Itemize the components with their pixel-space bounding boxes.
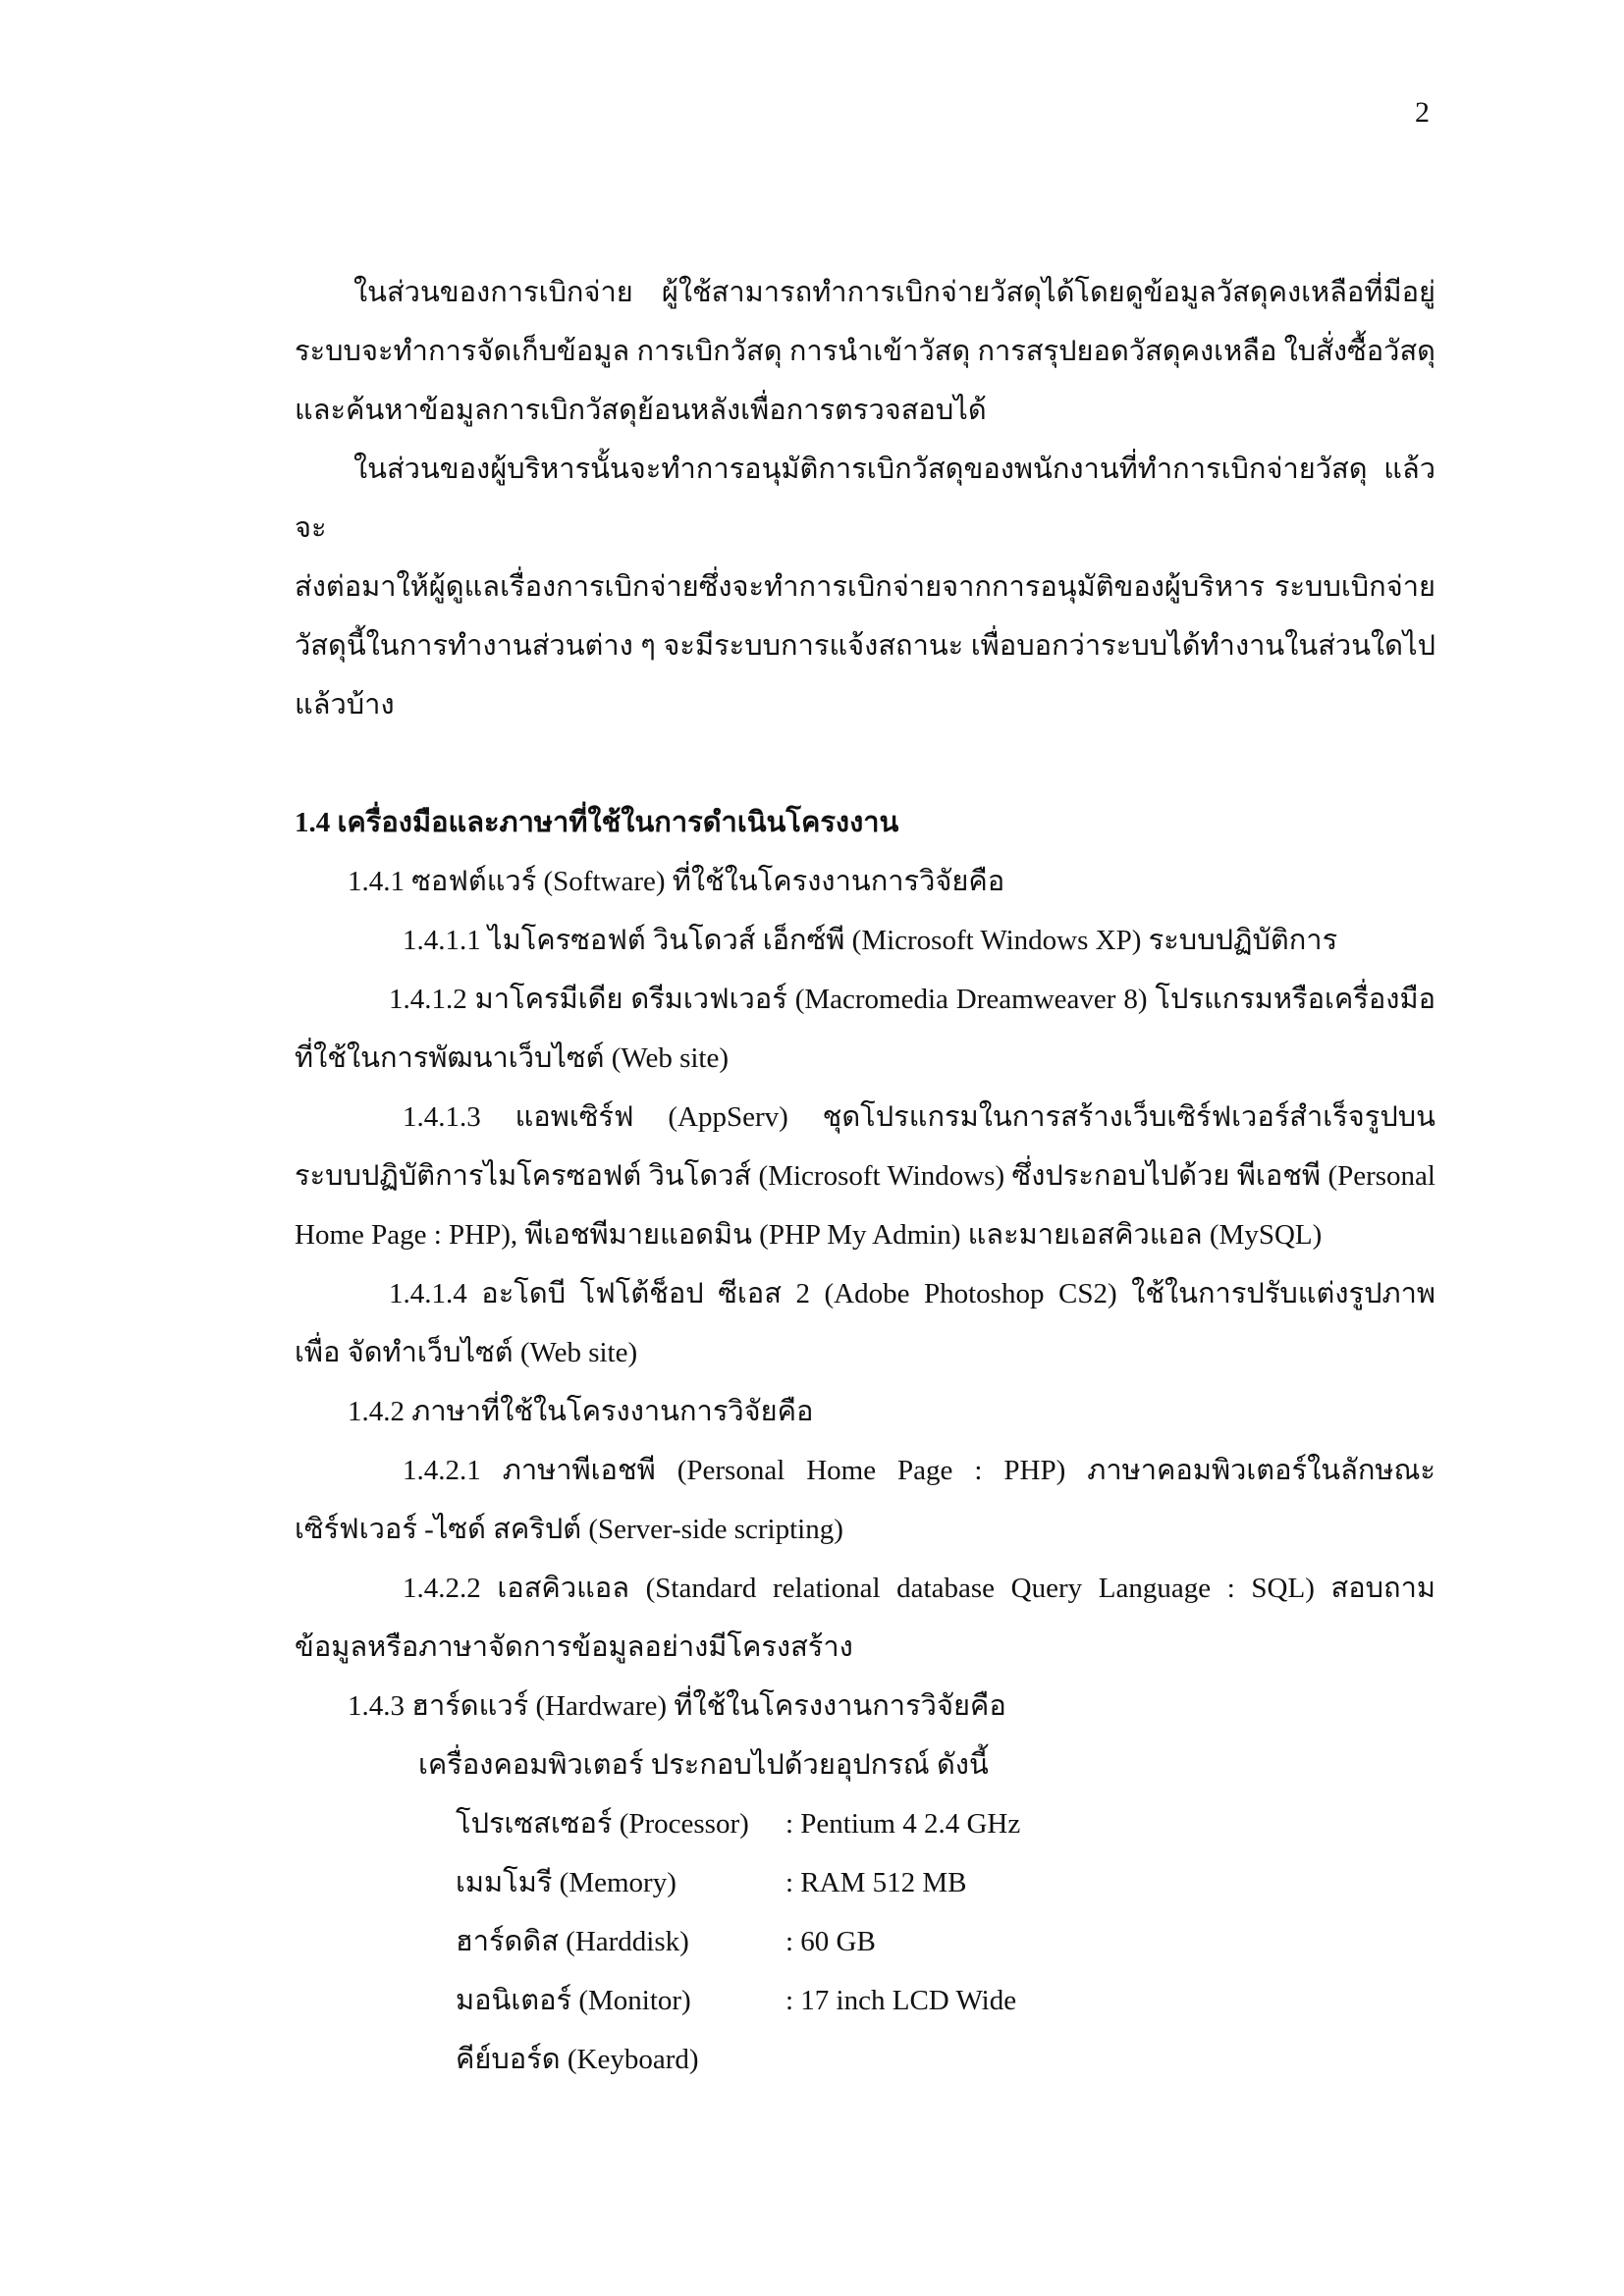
- hardware-spec-label: มอนิเตอร์ (Monitor): [456, 1985, 691, 2016]
- language-item-2-first: 1.4.2.2 เอสคิวแอล (Standard relational database Query Language : SQL) สอบถาม: [403, 1573, 1435, 1604]
- paragraph-1-line-1: ในส่วนของการเบิกจ่าย ผู้ใช้สามารถทำการเบิกจ่ายวัสดุได้โดยดูข้อมูลวัสดุคงเหลือที่มีอยู่: [353, 277, 1435, 308]
- hardware-spec-value: : RAM 512 MB: [785, 1867, 967, 1898]
- paragraph-1-rest: ระบบจะทำการจัดเก็บข้อมูล การเบิกวัสดุ การนำเข้าวัสดุ การสรุปยอดวัสดุคงเหลือ ใบสั่งซื้อวัสดุ และค้นหาข้อมูลการเบิกวัสดุย้อนหลังเพื่อการตรวจสอบได้: [295, 336, 1435, 426]
- hardware-spec-value: : 17 inch LCD Wide: [785, 1985, 1017, 2016]
- hardware-intro: เครื่องคอมพิวเตอร์ ประกอบไปด้วยอุปกรณ์ ดังนี้: [418, 1749, 989, 1781]
- hardware-spec-value: : 60 GB: [785, 1926, 876, 1957]
- software-item-4-rest: เพื่อ จัดทำเว็บไซต์ (Web site): [295, 1337, 638, 1368]
- software-item-3-first: 1.4.1.3 แอพเซิร์ฟ (AppServ) ชุดโปรแกรมในการสร้างเว็บเซิร์ฟเวอร์สำเร็จรูปบน: [403, 1101, 1435, 1133]
- section-heading: 1.4 เครื่องมือและภาษาที่ใช้ในการดำเนินโครงงาน: [295, 807, 899, 838]
- software-item-3-rest: ระบบปฏิบัติการไมโครซอฟต์ วินโดวส์ (Microsoft Windows) ซึ่งประกอบไปด้วย พีเอชพี (Personal Home Page : PHP), พีเอชพีมายแอดมิน (PHP My Admin) และมายเอสคิวแอล (MySQL): [295, 1160, 1435, 1251]
- language-title: 1.4.2 ภาษาที่ใช้ในโครงงานการวิจัยคือ: [348, 1396, 814, 1427]
- paragraph-2-line-1: ในส่วนของผู้บริหารนั้นจะทำการอนุมัติการเบิกวัสดุของพนักงานที่ทำการเบิกจ่ายวัสดุ แล้วจะ: [295, 454, 1435, 544]
- language-item-2-rest: ข้อมูลหรือภาษาจัดการข้อมูลอย่างมีโครงสร้าง: [295, 1631, 853, 1663]
- software-title: 1.4.1 ซอฟต์แวร์ (Software) ที่ใช้ในโครงงานการวิจัยคือ: [348, 866, 1005, 897]
- software-item-2-rest: ที่ใช้ในการพัฒนาเว็บไซต์ (Web site): [295, 1042, 729, 1074]
- hardware-spec-row: [295, 1971, 1435, 2030]
- hardware-spec-label: โปรเซสเซอร์ (Processor): [456, 1808, 749, 1840]
- hardware-spec-row: [295, 1912, 1435, 1971]
- hardware-spec-label: ฮาร์ดดิส (Harddisk): [456, 1926, 689, 1957]
- hardware-spec-row: [295, 1794, 1435, 1853]
- page-number: 2: [1415, 96, 1430, 129]
- paragraph-2-rest: ส่งต่อมาให้ผู้ดูแลเรื่องการเบิกจ่ายซึ่งจะทำการเบิกจ่ายจากการอนุมัติของผู้บริหาร ระบบเบิกจ่ายวัสดุนี้ในการทำงานส่วนต่าง ๆ จะมีระบบการแจ้งสถานะ เพื่อบอกว่าระบบได้ทำงานในส่วนใดไปแล้วบ้าง: [295, 571, 1435, 721]
- hardware-spec-row: [295, 1853, 1435, 1912]
- hardware-spec-label: คีย์บอร์ด (Keyboard): [456, 2044, 699, 2075]
- software-item-2-first: 1.4.1.2 มาโครมีเดีย ดรีมเวฟเวอร์ (Macromedia Dreamweaver 8) โปรแกรมหรือเครื่องมือ: [389, 984, 1435, 1015]
- software-item-4-first: 1.4.1.4 อะโดบี โฟโต้ช็อป ซีเอส 2 (Adobe Photoshop CS2) ใช้ในการปรับแต่งรูปภาพ: [389, 1278, 1435, 1309]
- language-item-1-rest: เซิร์ฟเวอร์ -ไซด์ สคริปต์ (Server-side scripting): [295, 1514, 843, 1545]
- body-text: [295, 263, 1435, 2089]
- software-item-1: 1.4.1.1 ไมโครซอฟต์ วินโดวส์ เอ็กซ์พี (Microsoft Windows XP) ระบบปฏิบัติการ: [403, 925, 1338, 956]
- hardware-spec-label: เมมโมรี (Memory): [456, 1867, 677, 1898]
- language-item-1-first: 1.4.2.1 ภาษาพีเอชพี (Personal Home Page : PHP) ภาษาคอมพิวเตอร์ในลักษณะ: [403, 1455, 1435, 1486]
- hardware-spec-row: [295, 2030, 1435, 2089]
- hardware-title: 1.4.3 ฮาร์ดแวร์ (Hardware) ที่ใช้ในโครงงานการวิจัยคือ: [348, 1690, 1006, 1722]
- hardware-spec-value: : Pentium 4 2.4 GHz: [785, 1808, 1021, 1840]
